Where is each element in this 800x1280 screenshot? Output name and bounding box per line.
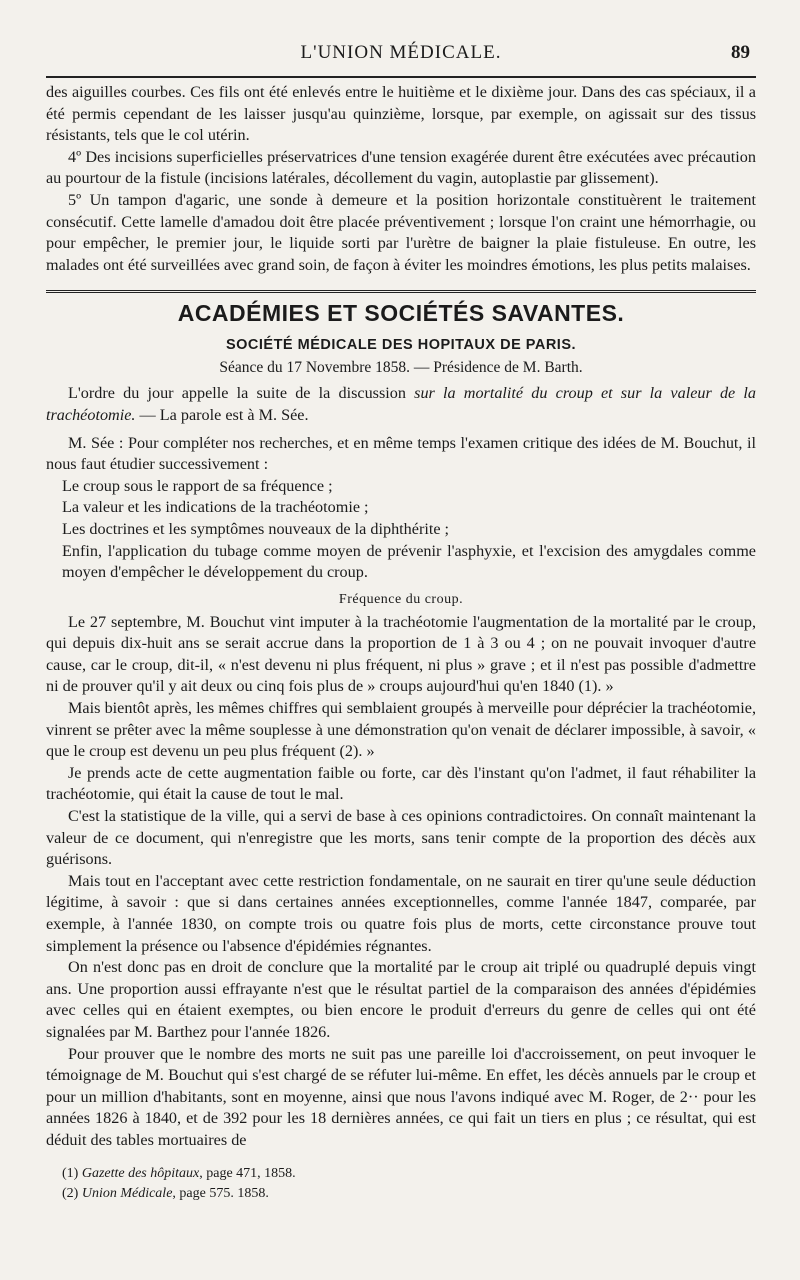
- footnote-1: (1) Gazette des hôpitaux, page 471, 1858.: [62, 1165, 296, 1181]
- subheading: Fréquence du croup.: [338, 591, 464, 607]
- intro-paragraph-1: des aiguilles courbes. Ces fils ont été enlevés entre le huitième et le dixième jour. Dans des cas spéciaux, il a été permis cependant de les laisser jusqu'au quinzième, lorsque, par exemple, on agissait sur des tissus résistants, tels que le col utérin.: [46, 83, 756, 145]
- topic-item: Le croup sous le rapport de sa fréquence ;: [62, 476, 333, 495]
- footnote-2: (2) Union Médicale, page 575. 1858.: [62, 1185, 269, 1201]
- body-paragraph: Le 27 septembre, M. Bouchut vint imputer à la trachéotomie l'augmentation de la mortalité par le croup, qui depuis dix-huit ans se serait accrue dans la proportion de 1 à 3 ou 4 ; on ne pouvait invoquer d'autre cause, car le croup, dit-il, « n'est devenu ni plus fréquent, ni plus » grave ; et il n'est pas possible d'admettre ni de prouver qu'il y ait deux ou cinq fois plus de » croups aujourd'hui qu'en 1840 (1). »: [46, 612, 756, 696]
- body-paragraph: Mais tout en l'acceptant avec cette restriction fondamentale, on ne saurait en tirer qu'une seule déduction légitime, à savoir : que si dans certaines années exceptionnelles, comme l'année 1847, comparée, par exemple, à l'année 1830, on compte trois ou quatre fois plus de morts, cette circonstance prouve tout simplement la présence ou l'absence d'épidémies régnantes.: [46, 871, 756, 955]
- intro-paragraph-2: 4º Des incisions superficielles préservatrices d'une tension exagérée durent être exécutées avec précaution au pourtour de la fistule (incisions latérales, décollement du vagin, autoplastie par glissement).: [46, 147, 756, 188]
- page-number: 89: [731, 42, 750, 63]
- section-rule: [46, 290, 756, 294]
- header-rule: [46, 76, 756, 78]
- running-header: [46, 38, 756, 70]
- footnote-source: Union Médicale: [81, 1185, 173, 1201]
- order-topic: sur la mortalité du croup et sur la valeur de la trachéotomie.: [46, 384, 756, 424]
- seance-line: Séance du 17 Novembre 1858. — Présidence de M. Barth.: [219, 359, 583, 377]
- topic-item: La valeur et les indications de la trachéotomie ;: [62, 498, 369, 517]
- body-paragraph: Mais bientôt après, les mêmes chiffres qui semblaient groupés à merveille pour déprécier la trachéotomie, vinrent se prêter avec la même souplesse à une démonstration qu'on venait de déclarer impossible, à savoir, « que le croup est devenu un peu plus fréquent (2). »: [46, 699, 756, 761]
- see-intro-paragraph: M. Sée : Pour compléter nos recherches, et en même temps l'examen critique des idées de M. Bouchut, il nous faut étudier successivement :: [46, 433, 756, 474]
- topic-item: Enfin, l'application du tubage comme moyen de prévenir l'asphyxie, et l'excision des amygdales comme moyen d'empêcher le développement du croup.: [62, 541, 756, 582]
- intro-paragraph-3: 5º Un tampon d'agaric, une sonde à demeure et la position horizontale constituèrent le traitement consécutif. Cette lamelle d'amadou doit être placée préventivement ; lorsque l'on craint une hémorrhagie, ou pour empêcher, le premier jour, le liquide sorti par l'urètre de baigner la plaie fistuleuse. En outre, les malades ont été surveillées avec grand soin, de façon à éviter les moindres émotions, les plus petits malaises.: [46, 190, 756, 274]
- body-paragraph: On n'est donc pas en droit de conclure que la mortalité par le croup ait triplé ou quadruplé depuis vingt ans. Une proportion aussi effrayante n'est que le résultat partiel de la comparaison des années d'épidémies avec celles qui en étaient exemptes, ou bien encore le produit d'erreurs du genre de celles qui ont été signalées par M. Barthez pour l'année 1826.: [46, 958, 756, 1041]
- section-title: ACADÉMIES ET SOCIÉTÉS SAVANTES.: [177, 300, 625, 327]
- order-of-day-paragraph: [46, 383, 756, 426]
- topic-list: [46, 476, 756, 584]
- body-paragraph: Pour prouver que le nombre des morts ne suit pas une pareille loi d'accroissement, on peut invoquer le témoignage de M. Bouchut qui s'est chargé de se réfuter lui-même. En effet, les décès annuels par le croup et pour un million d'habitants, sont en moyenne, ainsi que nous l'avons indiqué avec M. Roger, de 2·· pour les années 1826 à 1840, et de 392 pour les 18 dernières années, ce qui fait un tiers en plus ; ce résultat, qui est déduit des tables mortuaires de: [46, 1044, 756, 1149]
- society-heading: SOCIÉTÉ MÉDICALE DES HOPITAUX DE PARIS.: [225, 337, 577, 354]
- body-paragraph: Je prends acte de cette augmentation faible ou forte, car dès l'instant qu'on l'admet, il faut réhabiliter la trachéotomie, qui était la cause de tout le mal.: [46, 763, 756, 804]
- order-prefix: L'ordre du jour appelle la suite de la discussion: [68, 384, 415, 403]
- journal-title: L'UNION MÉDICALE.: [300, 42, 502, 63]
- order-suffix: — La parole est à M. Sée.: [135, 405, 309, 424]
- body-paragraph: C'est la statistique de la ville, qui a servi de base à ces opinions contradictoires. On connaît maintenant la valeur de ce document, qui n'enregistre que les morts, sans tenir compte de la proportion des décès aux guérisons.: [46, 807, 756, 869]
- footnotes: [46, 1164, 756, 1204]
- topic-item: Les doctrines et les symptômes nouveaux de la diphthérite ;: [62, 519, 450, 538]
- footnote-source: Gazette des hôpitaux: [81, 1165, 200, 1181]
